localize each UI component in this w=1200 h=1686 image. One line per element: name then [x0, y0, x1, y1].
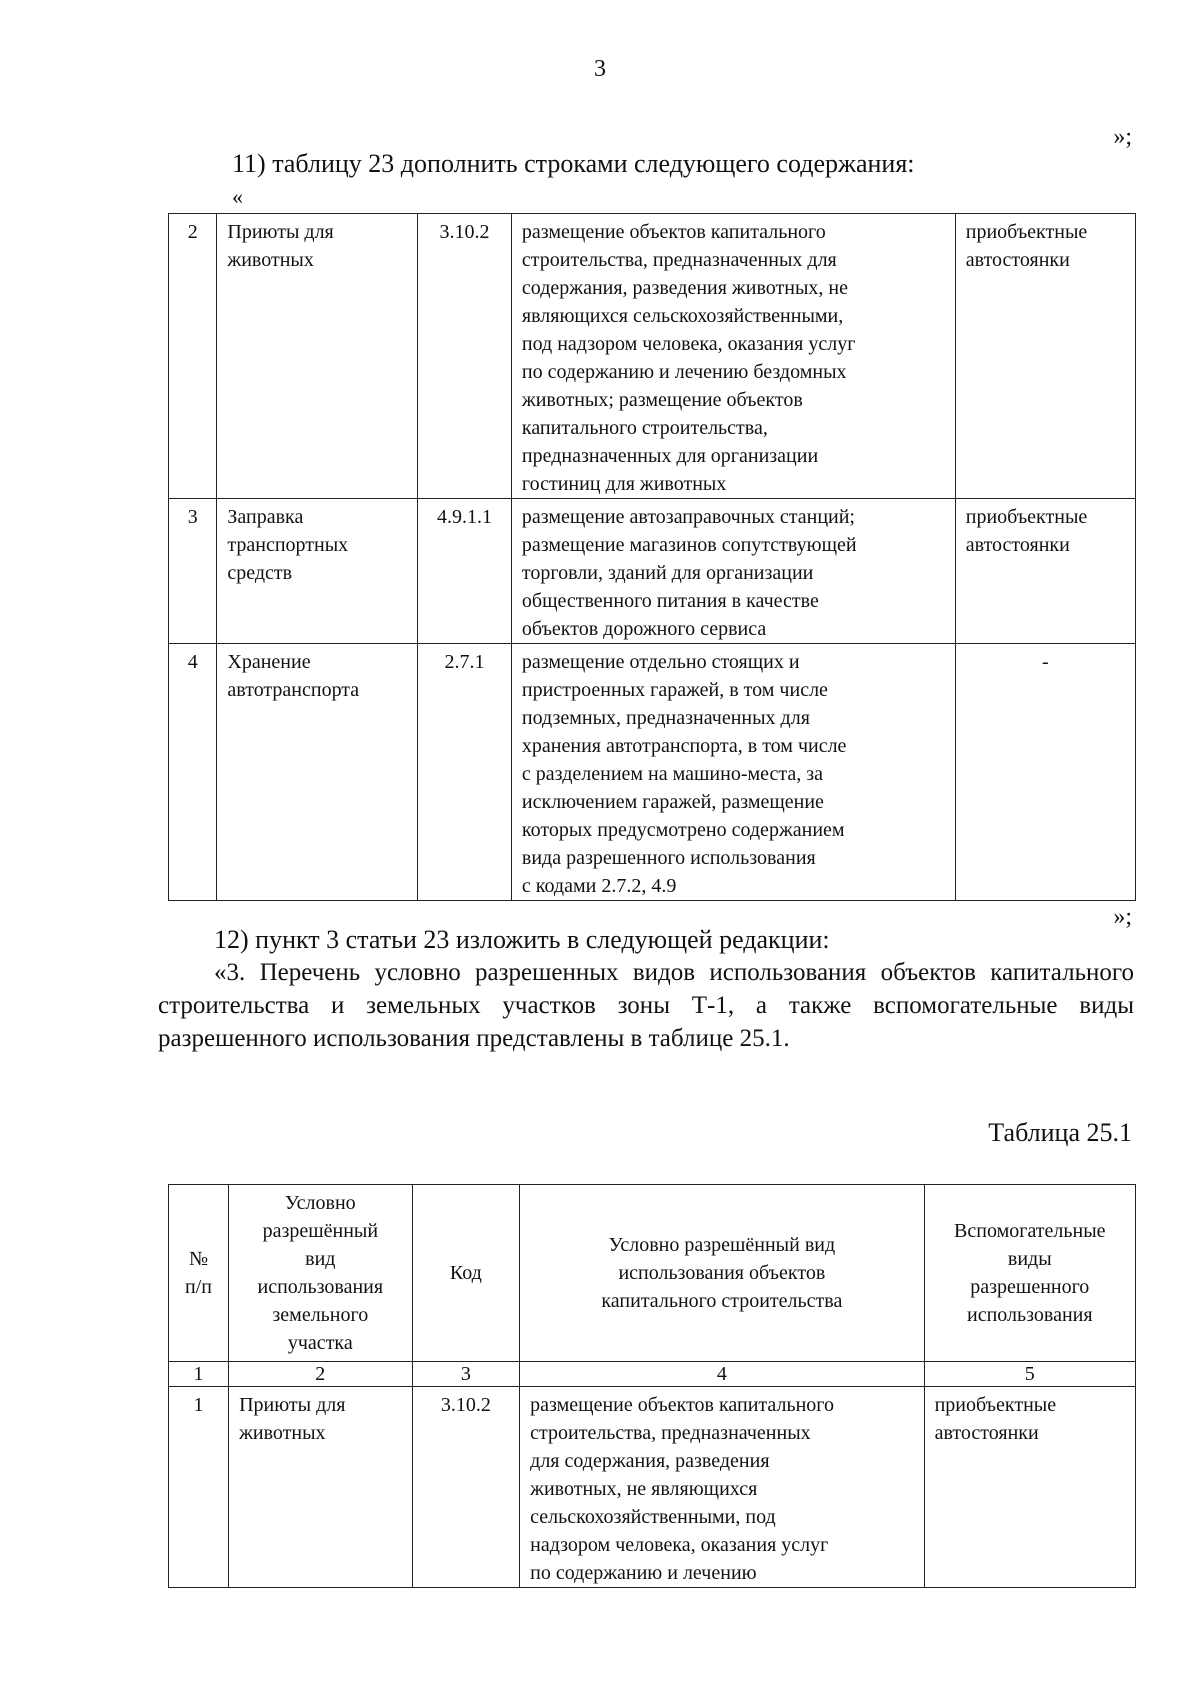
column-index: 3	[412, 1362, 520, 1387]
auxiliary-use: -	[955, 644, 1135, 901]
land-use-type: Заправка транспортных средств	[217, 499, 418, 644]
auxiliary-use: приобъектные автостоянки	[924, 1387, 1135, 1588]
table-row	[169, 214, 1136, 499]
page-number: 3	[594, 56, 606, 82]
table-25-1	[168, 1184, 1136, 1588]
table-row	[169, 499, 1136, 644]
column-index: 2	[229, 1362, 412, 1387]
header-number: № п/п	[169, 1185, 229, 1362]
land-use-type: Приюты для животных	[229, 1387, 412, 1588]
column-index: 5	[924, 1362, 1135, 1387]
row-number: 4	[169, 644, 217, 901]
use-code: 3.10.2	[418, 214, 512, 499]
column-index: 4	[520, 1362, 924, 1387]
closing-quote-bottom: »;	[1113, 904, 1132, 930]
header-auxiliary: Вспомогательные виды разрешенного использования	[924, 1185, 1135, 1362]
row-number: 3	[169, 499, 217, 644]
use-code: 2.7.1	[418, 644, 512, 901]
land-use-type: Хранение автотранспорта	[217, 644, 418, 901]
row-number: 2	[169, 214, 217, 499]
closing-quote-top: »;	[1113, 124, 1132, 150]
table-header-row	[169, 1185, 1136, 1362]
use-description: размещение отдельно стоящих и пристроенных гаражей, в том числе подземных, предназначенных для хранения автотранспорта, в том числе с разделением на машино-места, за исключением гаражей, размещение которых предусмотрено содержанием вида разрешенного использования с кодами 2.7.2, 4.9	[511, 644, 955, 901]
table-23-additions	[168, 213, 1136, 901]
table-row	[169, 1387, 1136, 1588]
use-code: 4.9.1.1	[418, 499, 512, 644]
row-number: 1	[169, 1387, 229, 1588]
item-11-heading: 11) таблицу 23 дополнить строками следующего содержания:	[232, 149, 915, 178]
land-use-type: Приюты для животных	[217, 214, 418, 499]
column-index-row	[169, 1362, 1136, 1387]
auxiliary-use: приобъектные автостоянки	[955, 499, 1135, 644]
table-row	[169, 644, 1136, 901]
body-paragraph	[158, 956, 1134, 1055]
auxiliary-use: приобъектные автостоянки	[955, 214, 1135, 499]
item-12-heading: 12) пункт 3 статьи 23 изложить в следующей редакции:	[214, 925, 830, 954]
body-paragraph-text: «3. Перечень условно разрешенных видов использования объектов капитального строительства и земельных участков зоны Т-1, а также вспомогательные виды разрешенного использования представлены в таблице 25.1.	[158, 959, 1134, 1052]
opening-quote: «	[232, 184, 243, 209]
table-caption: Таблица 25.1	[988, 1118, 1132, 1147]
header-code: Код	[412, 1185, 520, 1362]
header-description: Условно разрешённый вид использования объектов капитального строительства	[520, 1185, 924, 1362]
use-description: размещение автозаправочных станций; размещение магазинов сопутствующей торговли, зданий для организации общественного питания в качестве объектов дорожного сервиса	[511, 499, 955, 644]
use-description: размещение объектов капитального строительства, предназначенных для содержания, разведения животных, не являющихся сельскохозяйственными, под надзором человека, оказания услуг по содержанию и лечению	[520, 1387, 924, 1588]
column-index: 1	[169, 1362, 229, 1387]
use-code: 3.10.2	[412, 1387, 520, 1588]
use-description: размещение объектов капитального строительства, предназначенных для содержания, разведения животных, не являющихся сельскохозяйственными, под надзором человека, оказания услуг по содержанию и лечению бездомных животных; размещение объектов капитального строительства, предназначенных для организации гостиниц для животных	[511, 214, 955, 499]
header-land-use-type: Условно разрешённый вид использования земельного участка	[229, 1185, 412, 1362]
